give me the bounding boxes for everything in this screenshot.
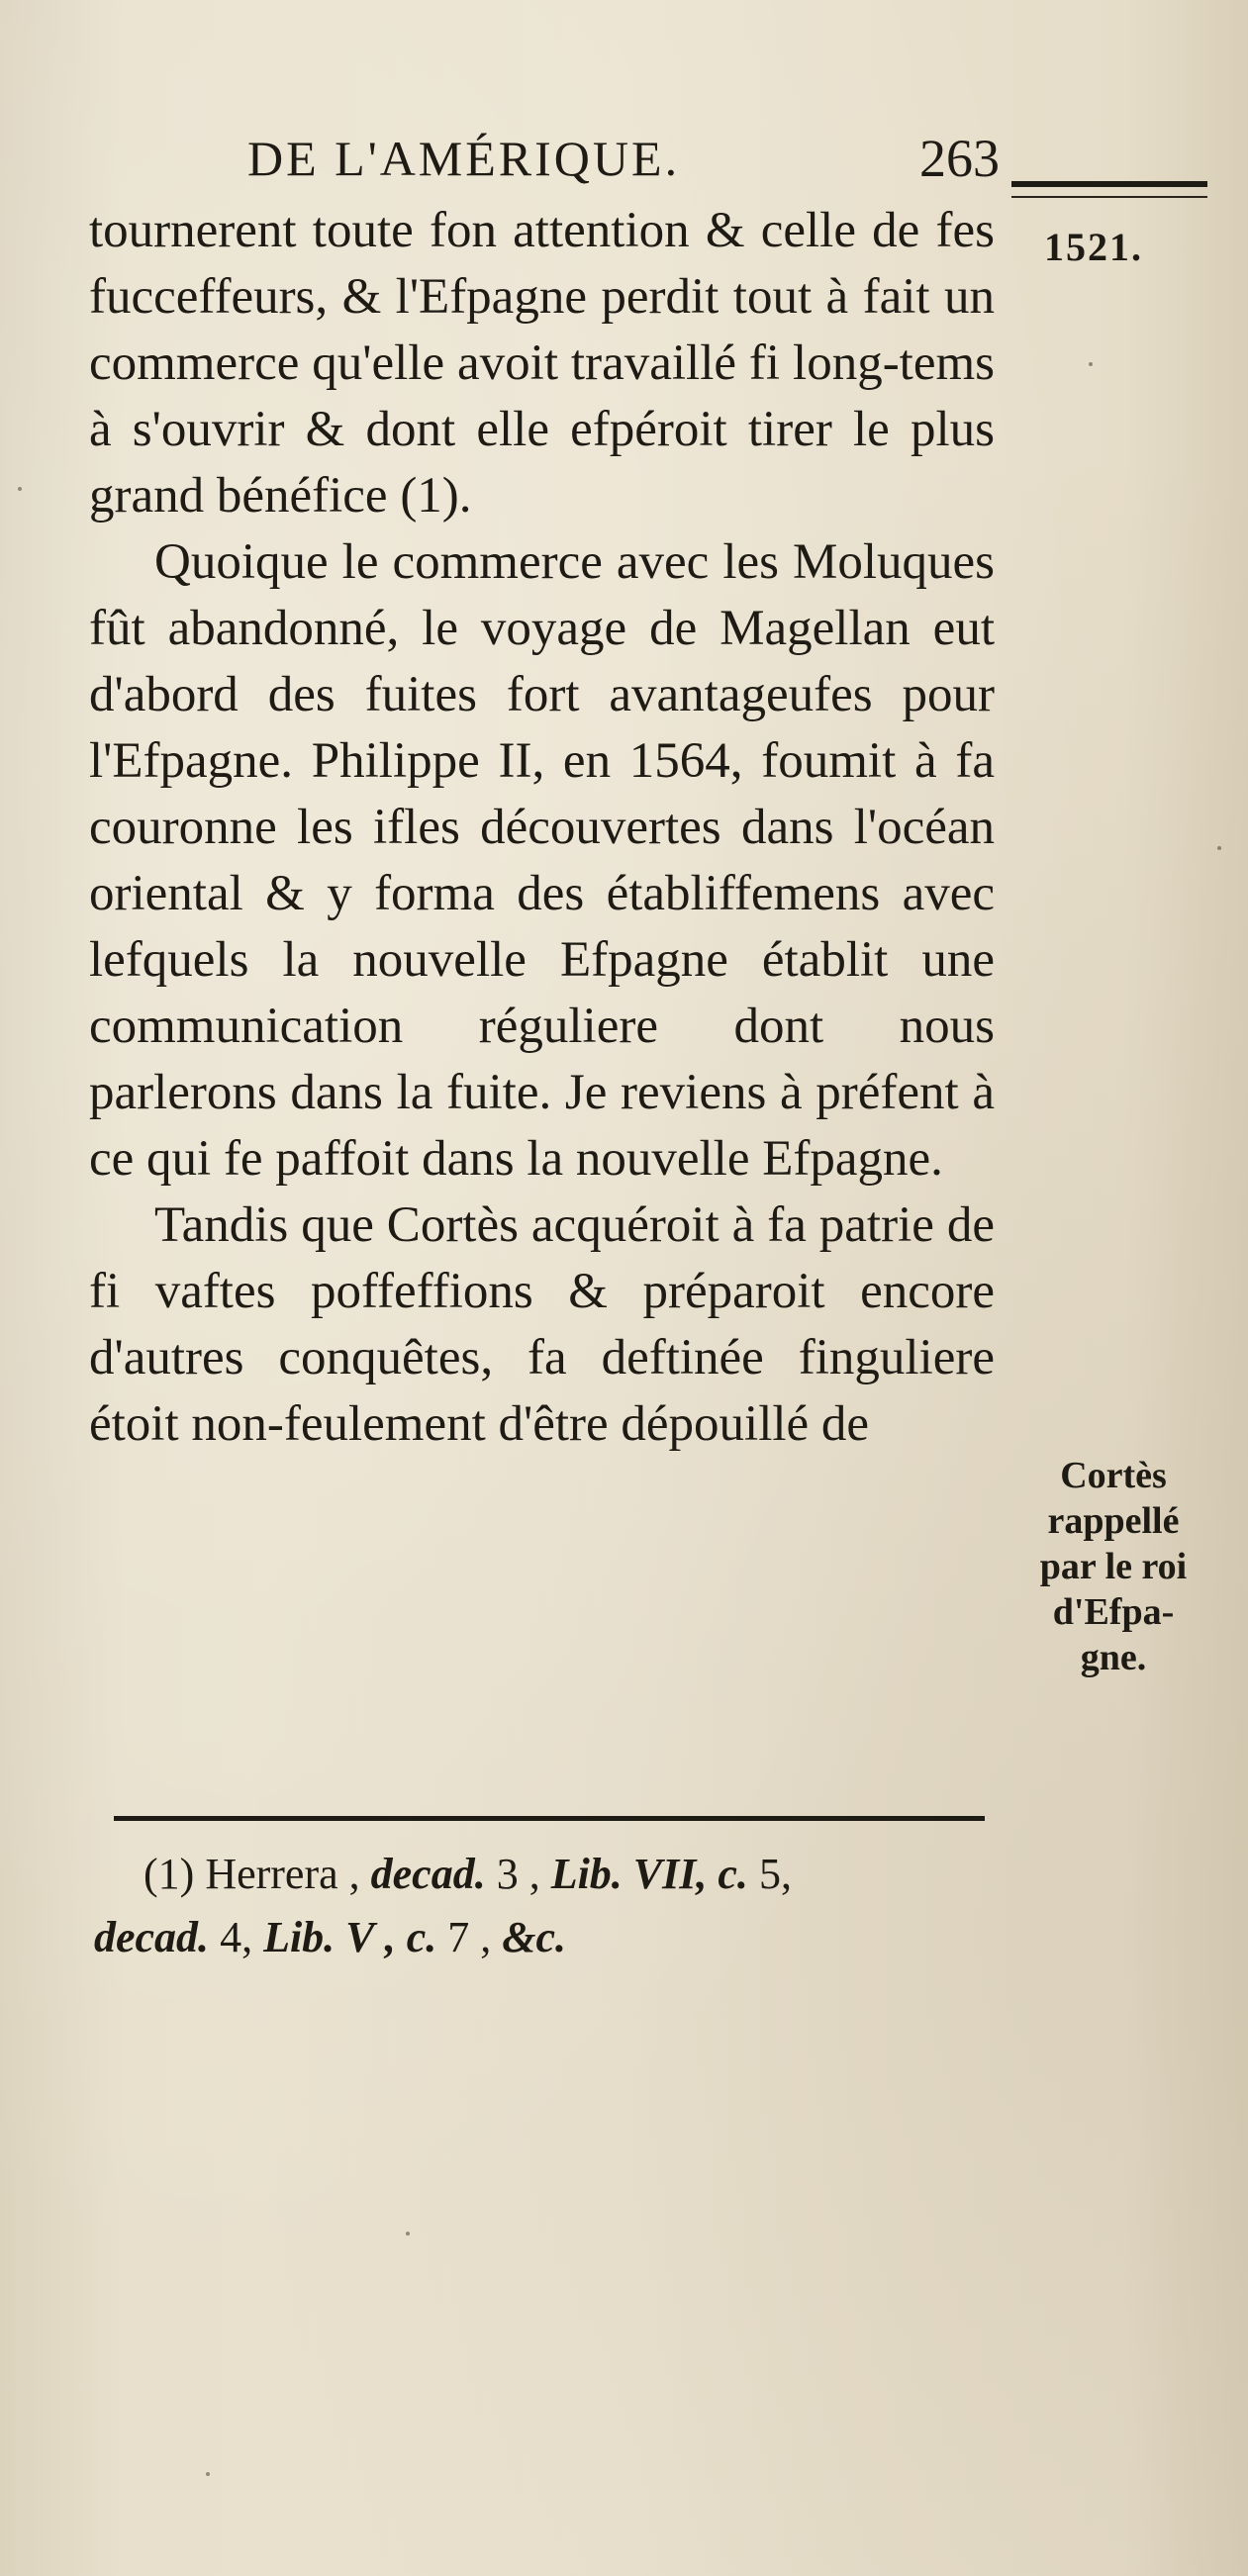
footnote-ref: decad. xyxy=(94,1913,210,1961)
marginal-line: gne. xyxy=(1080,1637,1147,1678)
running-title: DE L'AMÉRIQUE. xyxy=(247,131,681,186)
paper-speck xyxy=(1089,362,1093,366)
paragraph-1: tournerent toute fon attention & celle de fes fucceffeurs, & l'Efpagne perdit tout à fait un commerce qu'elle avoit travaillé fi long-tems à s'ouvrir & dont elle efpéroit tirer le plus grand bénéfice (1). xyxy=(89,203,995,524)
paper-speck xyxy=(406,2232,410,2236)
paper-speck xyxy=(18,487,22,491)
footnote-author: Herrera , xyxy=(205,1850,360,1898)
marginal-line: par le roi xyxy=(1039,1546,1188,1587)
paper-speck xyxy=(206,2472,210,2476)
footnote-ref: Lib. VII, c. xyxy=(550,1850,748,1898)
footnote-ref: Lib. V , c. xyxy=(263,1913,437,1961)
footnote-rule xyxy=(114,1816,985,1821)
paper-speck xyxy=(1217,846,1221,850)
footnote-ref: 5, xyxy=(758,1850,792,1898)
footnote-ref: 7 , xyxy=(447,1913,492,1961)
footnote-line-2 xyxy=(94,1906,1005,1969)
footnote-line-1 xyxy=(94,1843,1005,1906)
margin-year: 1521. xyxy=(1044,225,1143,269)
footnote-ref: 4, xyxy=(220,1913,253,1961)
footnote xyxy=(94,1843,1005,1969)
paragraph-2: Quoique le commerce avec les Moluques fût abandonné, le voyage de Magellan eut d'abord des fuites fort avantageufes pour l'Efpagne. Philippe II, en 1564, foumit à fa couronne les ifles découvertes dans l'océan oriental & y forma des établiffemens avec lefquels la nouvelle Efpagne établit une communication réguliere dont nous parlerons dans la fuite. Je reviens à préfent à ce qui fe paffoit dans la nouvelle Efpagne. xyxy=(89,534,995,1187)
page-number: 263 xyxy=(919,129,1000,188)
marginal-note xyxy=(1000,1453,1227,1680)
footnote-marker: (1) xyxy=(144,1850,195,1898)
footnote-ref: decad. xyxy=(370,1850,486,1898)
footnote-ref: 3 , xyxy=(496,1850,540,1898)
paragraph-3: Tandis que Cortès acquéroit à fa patrie de fi vaftes poffeffions & préparoit encore d'autres conquêtes, fa deftinée finguliere étoit non-feulement d'être dépouillé de xyxy=(89,1197,995,1452)
marginal-line: Cortès xyxy=(1060,1455,1167,1496)
footnote-ref: &c. xyxy=(502,1913,567,1961)
marginal-line: d'Efpa- xyxy=(1052,1591,1175,1633)
marginal-line: rappellé xyxy=(1047,1500,1180,1542)
header-rule xyxy=(1011,181,1207,187)
body-text xyxy=(89,198,995,1458)
running-header xyxy=(247,119,1000,198)
header-rule-thin xyxy=(1011,196,1207,198)
